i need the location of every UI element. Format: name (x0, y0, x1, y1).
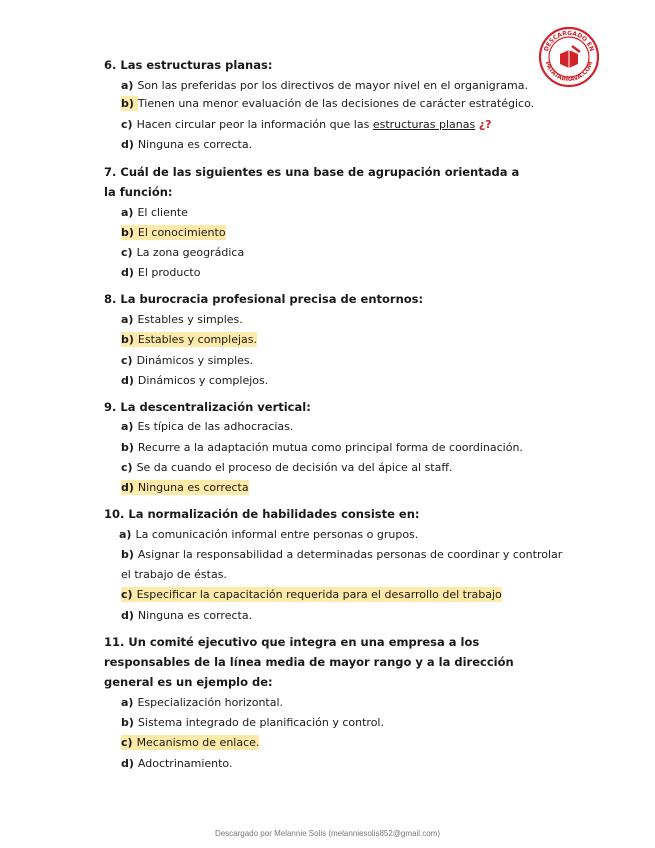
question-6-option-a: a) Son las preferidas por los directivos de mayor nivel en el organigrama. (121, 79, 528, 92)
question-9-option-a: a) Es típica de las adhocracias. (121, 420, 294, 433)
question-10-option-d: d) Ninguna es correcta. (121, 609, 253, 622)
question-7-option-c: c) La zona geográdica (121, 246, 245, 259)
question-10-option-b-continued: el trabajo de éstas. (121, 568, 227, 581)
estructuras-planas-link: estructuras planas (372, 118, 476, 131)
question-8-option-d: d) Dinámicos y complejos. (121, 374, 269, 387)
question-11-option-d: d) Adoctrinamiento. (121, 757, 233, 770)
question-10-option-b: b) Asignar la responsabilidad a determinadas personas de coordinar y controlar (121, 548, 563, 561)
question-11-title-line-2: responsables de la línea media de mayor rango y a la dirección (104, 655, 514, 669)
question-11-option-a: a) Especialización horizontal. (121, 696, 284, 709)
question-10-title: 10. La normalización de habilidades consiste en: (104, 507, 420, 521)
question-7-title: 7. Cuál de las siguientes es una base de agrupación orientada a la función: (104, 165, 520, 199)
question-8-option-b: b) Estables y complejas. (121, 333, 258, 346)
download-footer: Descargado por Melannie Solis (melanniesolis852@gmail.com) (214, 829, 441, 838)
question-11-title-line-1: 11. Un comité ejecutivo que integra en una empresa a los (104, 635, 480, 649)
descargado-stamp-logo (538, 26, 600, 88)
question-10-option-a: a) La comunicación informal entre personas o grupos. (119, 528, 419, 541)
question-9-option-b: b) Recurre a la adaptación mutua como principal forma de coordinación. (121, 441, 523, 454)
question-9-option-d: d) Ninguna es correcta (121, 481, 249, 494)
question-8-title: 8. La burocracia profesional precisa de entornos: (104, 292, 424, 306)
stamp-top-text: DESCARGADO EN (542, 29, 596, 53)
stamp-bottom-text: PATATABRAVA.COM (543, 60, 595, 84)
question-11-title-line-3: general es un ejemplo de: (104, 675, 273, 689)
question-7-option-d: d) El producto (121, 266, 201, 279)
question-6-title: 6. Las estructuras planas: (104, 58, 273, 72)
question-6-option-d: d) Ninguna es correcta. (121, 138, 253, 151)
question-11-option-b: b) Sistema integrado de planificación y control. (121, 716, 384, 729)
question-11-option-c: c) Mecanismo de enlace. (121, 736, 260, 749)
question-8-option-a: a) Estables y simples. (121, 313, 243, 326)
question-7-option-a: a) El cliente (121, 206, 188, 219)
download-box-icon (560, 46, 580, 68)
question-10-option-c: c) Especificar la capacitación requerida para el desarrollo del trabajo (121, 588, 502, 601)
question-9-title: 9. La descentralización vertical: (104, 400, 311, 414)
question-9-option-c: c) Se da cuando el proceso de decisión va del ápice al staff. (121, 461, 453, 474)
question-6-option-b: b) Tienen una menor evaluación de las decisiones de carácter estratégico. (121, 97, 535, 110)
question-6-option-c: c) Hacen circular peor la información que las estructuras planas ¿? (121, 118, 492, 131)
question-8-option-c: c) Dinámicos y simples. (121, 354, 254, 367)
question-7-option-b: b) El conocimiento (121, 226, 226, 239)
